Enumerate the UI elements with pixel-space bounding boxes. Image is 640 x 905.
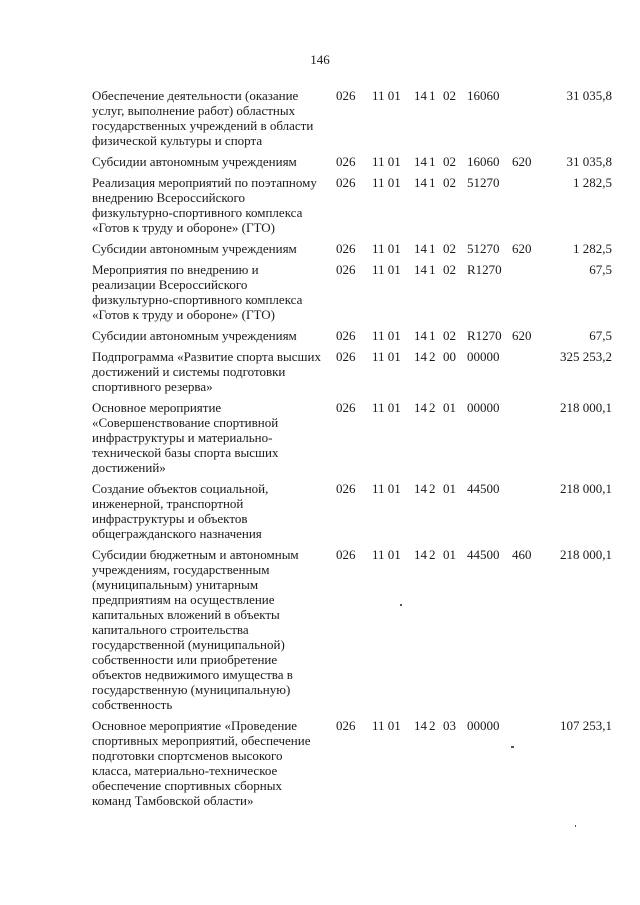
amount: 107 253,1 [560,718,612,733]
row-name: Мероприятия по внедрению и реализации Всероссийского физкультурно-спортивного комплекса «Готов к труду и обороне» (ГТО) [92,262,303,322]
subprogram-code: 1 [429,262,436,277]
amount: 1 282,5 [573,241,612,256]
program-code: 14 [414,154,427,169]
amount: 31 035,8 [566,154,612,169]
scan-speck [575,825,576,827]
section-code: 11 01 [372,349,401,364]
table-row [92,241,612,256]
subprogram-code: 1 [429,241,436,256]
row-name: Основное мероприятие «Проведение спортивных мероприятий, обеспечение подготовки спортсменов высокого класса, материально-техническое обеспечение спортивных сборных команд Тамбовской области» [92,718,311,808]
direction-code: 00000 [467,718,500,733]
amount: 218 000,1 [560,547,612,562]
row-name: Субсидии автономным учреждениям [92,328,297,343]
section-code: 11 01 [372,328,401,343]
main-event-code: 01 [443,400,456,415]
main-event-code: 01 [443,547,456,562]
main-event-code: 02 [443,262,456,277]
main-event-code: 02 [443,154,456,169]
section-code: 11 01 [372,400,401,415]
expense-type-code: 620 [512,154,532,169]
program-code: 14 [414,175,427,190]
main-event-code: 01 [443,481,456,496]
row-name: Создание объектов социальной, инженерной, транспортной инфраструктуры и объектов общегражданского назначения [92,481,269,541]
direction-code: R1270 [467,328,502,343]
table-row [92,328,612,343]
main-event-code: 02 [443,328,456,343]
amount: 1 282,5 [573,175,612,190]
subprogram-code: 2 [429,718,436,733]
row-name: Подпрограмма «Развитие спорта высших достижений и системы подготовки спортивного резерва» [92,349,321,394]
subprogram-code: 1 [429,88,436,103]
program-code: 14 [414,718,427,733]
direction-code: 44500 [467,481,500,496]
direction-code: 44500 [467,547,500,562]
section-code: 11 01 [372,262,401,277]
gov-code: 026 [336,175,356,190]
subprogram-code: 2 [429,481,436,496]
table-row [92,547,612,712]
main-event-code: 03 [443,718,456,733]
gov-code: 026 [336,328,356,343]
subprogram-code: 2 [429,547,436,562]
gov-code: 026 [336,547,356,562]
expense-type-code: 620 [512,328,532,343]
row-name: Основное мероприятие «Совершенствование спортивной инфраструктуры и материально-технической базы спорта высших достижений» [92,400,279,475]
main-event-code: 00 [443,349,456,364]
direction-code: 16060 [467,88,500,103]
section-code: 11 01 [372,718,401,733]
table-row [92,175,612,235]
section-code: 11 01 [372,175,401,190]
amount: 67,5 [589,262,612,277]
expense-type-code: 620 [512,241,532,256]
gov-code: 026 [336,400,356,415]
subprogram-code: 1 [429,328,436,343]
amount: 218 000,1 [560,400,612,415]
table-row [92,262,612,322]
amount: 31 035,8 [566,88,612,103]
main-event-code: 02 [443,241,456,256]
gov-code: 026 [336,718,356,733]
gov-code: 026 [336,154,356,169]
table-row [92,88,612,148]
amount: 218 000,1 [560,481,612,496]
section-code: 11 01 [372,154,401,169]
table-row [92,154,612,169]
main-event-code: 02 [443,88,456,103]
program-code: 14 [414,88,427,103]
amount: 325 253,2 [560,349,612,364]
direction-code: 51270 [467,175,500,190]
subprogram-code: 2 [429,349,436,364]
expense-type-code: 460 [512,547,532,562]
subprogram-code: 2 [429,400,436,415]
table-row [92,349,612,394]
gov-code: 026 [336,241,356,256]
main-event-code: 02 [443,175,456,190]
row-name: Реализация мероприятий по поэтапному внедрению Всероссийского физкультурно-спортивного комплекса «Готов к труду и обороне» (ГТО) [92,175,317,235]
scan-speck [511,746,514,748]
program-code: 14 [414,328,427,343]
program-code: 14 [414,400,427,415]
table-row [92,481,612,541]
section-code: 11 01 [372,547,401,562]
direction-code: 51270 [467,241,500,256]
direction-code: 00000 [467,349,500,364]
gov-code: 026 [336,262,356,277]
program-code: 14 [414,481,427,496]
amount: 67,5 [589,328,612,343]
budget-table [92,88,612,814]
page-number: 146 [310,52,330,67]
program-code: 14 [414,547,427,562]
row-name: Обеспечение деятельности (оказание услуг, выполнение работ) областных государственных учреждений в области физической культуры и спорта [92,88,314,148]
gov-code: 026 [336,481,356,496]
program-code: 14 [414,262,427,277]
subprogram-code: 1 [429,175,436,190]
section-code: 11 01 [372,88,401,103]
gov-code: 026 [336,88,356,103]
scan-speck [400,604,402,606]
section-code: 11 01 [372,481,401,496]
gov-code: 026 [336,349,356,364]
direction-code: R1270 [467,262,502,277]
row-name: Субсидии автономным учреждениям [92,154,297,169]
row-name: Субсидии бюджетным и автономным учреждениям, государственным (муниципальным) унитарным предприятиям на осуществление капитальных вложений в объекты капитального строительства государственной (муниципальной) собственности или приобретение объектов недвижимого имущества в государственную (муниципальную) собственность [92,547,299,712]
table-row [92,718,612,808]
program-code: 14 [414,349,427,364]
subprogram-code: 1 [429,154,436,169]
table-row [92,400,612,475]
direction-code: 00000 [467,400,500,415]
row-name: Субсидии автономным учреждениям [92,241,297,256]
section-code: 11 01 [372,241,401,256]
direction-code: 16060 [467,154,500,169]
program-code: 14 [414,241,427,256]
